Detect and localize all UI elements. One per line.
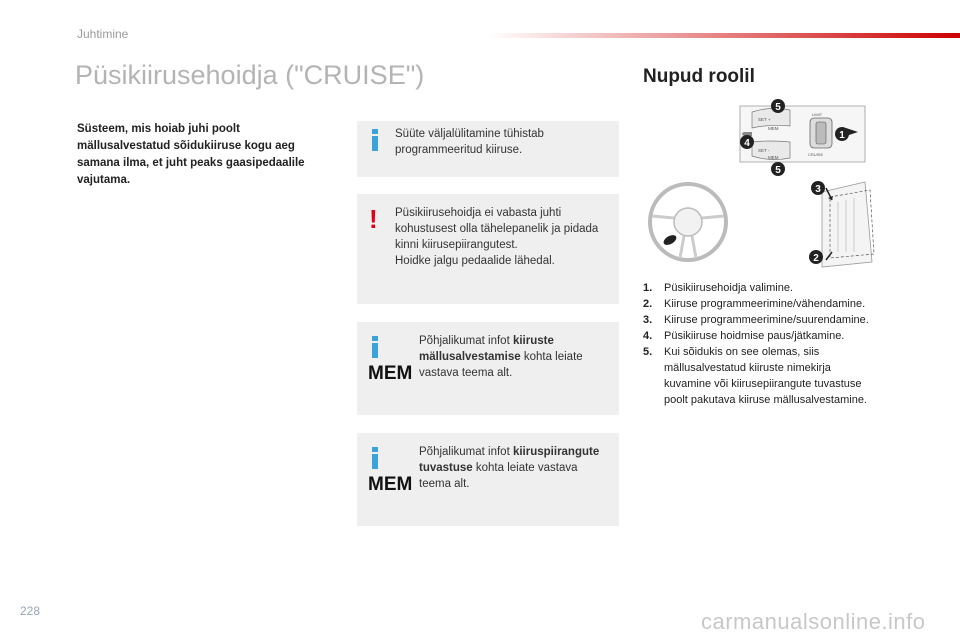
callout-4 <box>740 135 754 149</box>
note-keyword: mällusalvestamise <box>419 351 521 363</box>
note-text: kohta leiate vastava <box>472 462 578 474</box>
svg-text:2: 2 <box>813 253 819 264</box>
mem-logo: MEM <box>368 474 413 495</box>
lead-paragraph <box>77 121 339 189</box>
note-mem-recognition <box>357 433 619 526</box>
note-text: Põhjalikumat infot <box>419 446 513 458</box>
callout-5-bottom <box>771 162 785 176</box>
note-line <box>419 460 617 476</box>
legend-number: 4. <box>643 330 653 342</box>
control-panel-closeup <box>740 99 865 176</box>
steering-wheel-drawing <box>650 184 726 260</box>
legend-item <box>643 328 913 344</box>
note-line: Püsikiirusehoidja ei vabasta juhti <box>395 207 562 219</box>
legend-text: mällusalvestatud kiiruste nimekirja <box>664 362 831 374</box>
button-label-mem-bottom: MEM <box>768 155 779 160</box>
callout-3 <box>811 181 825 195</box>
callout-5-top <box>771 99 785 113</box>
legend-number: 1. <box>643 282 653 294</box>
note-mem-recognition-text <box>419 444 617 492</box>
legend-item <box>643 296 913 312</box>
note-line <box>419 349 615 365</box>
note-line: teema alt. <box>419 478 470 490</box>
legend-number: 2. <box>643 298 653 310</box>
cruise-stalk-drawing <box>809 181 874 267</box>
svg-text:5: 5 <box>775 102 781 113</box>
note-line: kohustusest olla tähelepanelik ja pidada <box>395 223 599 235</box>
note-line <box>419 333 615 349</box>
info-icon <box>369 447 381 469</box>
callout-1 <box>835 127 849 141</box>
watermark: carmanualsonline.info <box>701 609 926 634</box>
note-keyword: tuvastuse <box>419 462 473 474</box>
controls-legend <box>643 280 913 408</box>
button-label-limit: LIMIT <box>812 112 823 117</box>
note-line: Süüte väljalülitamine tühistab <box>395 128 544 140</box>
button-label-mem-top: MEM <box>768 126 779 131</box>
legend-text: kuvamine või kiirusepiirangute tuvastuse <box>664 378 862 390</box>
note-line: programmeeritud kiiruse. <box>395 144 523 156</box>
note-line: vastava teema alt. <box>419 367 513 379</box>
note-ignition-text <box>395 126 615 158</box>
lead-line: vajutama. <box>77 174 131 186</box>
note-mem-storage <box>357 322 619 415</box>
legend-text: Püsikiirusehoidja valimine. <box>664 282 794 294</box>
legend-item <box>643 280 913 296</box>
svg-text:4: 4 <box>744 138 750 149</box>
page-number: 228 <box>20 604 41 618</box>
lead-line: Süsteem, mis hoiab juhi poolt <box>77 123 240 135</box>
header-accent-bar <box>488 33 960 38</box>
info-icon <box>369 129 381 151</box>
steering-controls-title: Nupud roolil <box>643 66 755 87</box>
legend-number: 3. <box>643 314 653 326</box>
warning-icon: ! <box>369 204 378 234</box>
info-icon <box>369 336 381 358</box>
note-keyword: kiiruspiirangute <box>512 446 600 458</box>
button-label-set-plus: SET + <box>758 117 771 122</box>
legend-text: Kui sõidukis on see olemas, siis <box>664 346 820 358</box>
note-warning <box>357 194 619 304</box>
legend-text: poolt pakutava kiiruse mällusalvestamine. <box>664 394 867 406</box>
note-mem-storage-text <box>419 333 615 381</box>
note-keyword: kiiruste <box>512 335 554 347</box>
legend-text: Kiiruse programmeerimine/suurendamine. <box>664 314 869 326</box>
note-warning-text <box>395 205 617 269</box>
note-text: kohta leiate <box>520 351 583 363</box>
legend-item <box>643 312 913 328</box>
note-line: Hoidke jalgu pedaalide lähedal. <box>395 255 555 267</box>
legend-text: Kiiruse programmeerimine/vähendamine. <box>664 298 866 310</box>
svg-text:1: 1 <box>839 130 845 141</box>
note-line: kinni kiirusepiirangutest. <box>395 239 518 251</box>
button-label-set-minus: SET - <box>758 148 770 153</box>
callout-2 <box>809 250 823 264</box>
mem-logo: MEM <box>368 363 413 384</box>
svg-text:5: 5 <box>775 165 781 176</box>
steering-controls-diagram <box>640 92 890 272</box>
note-text: Põhjalikumat infot <box>419 335 513 347</box>
note-line <box>419 444 617 460</box>
legend-text: Püsikiiruse hoidmise paus/jätkamine. <box>664 330 845 342</box>
button-label-cruise: CRUISE <box>808 152 824 157</box>
legend-number: 5. <box>643 346 653 358</box>
legend-item <box>643 344 913 408</box>
page-title: Püsikiirusehoidja ("CRUISE") <box>75 60 425 90</box>
lead-line: mällusalvestatud sõidukiiruse kogu aeg <box>77 140 295 152</box>
note-ignition <box>357 121 619 177</box>
lead-line: samana ilma, et juht peaks gaasipedaalile <box>77 157 305 169</box>
svg-text:3: 3 <box>815 184 821 195</box>
section-label: Juhtimine <box>77 27 129 41</box>
